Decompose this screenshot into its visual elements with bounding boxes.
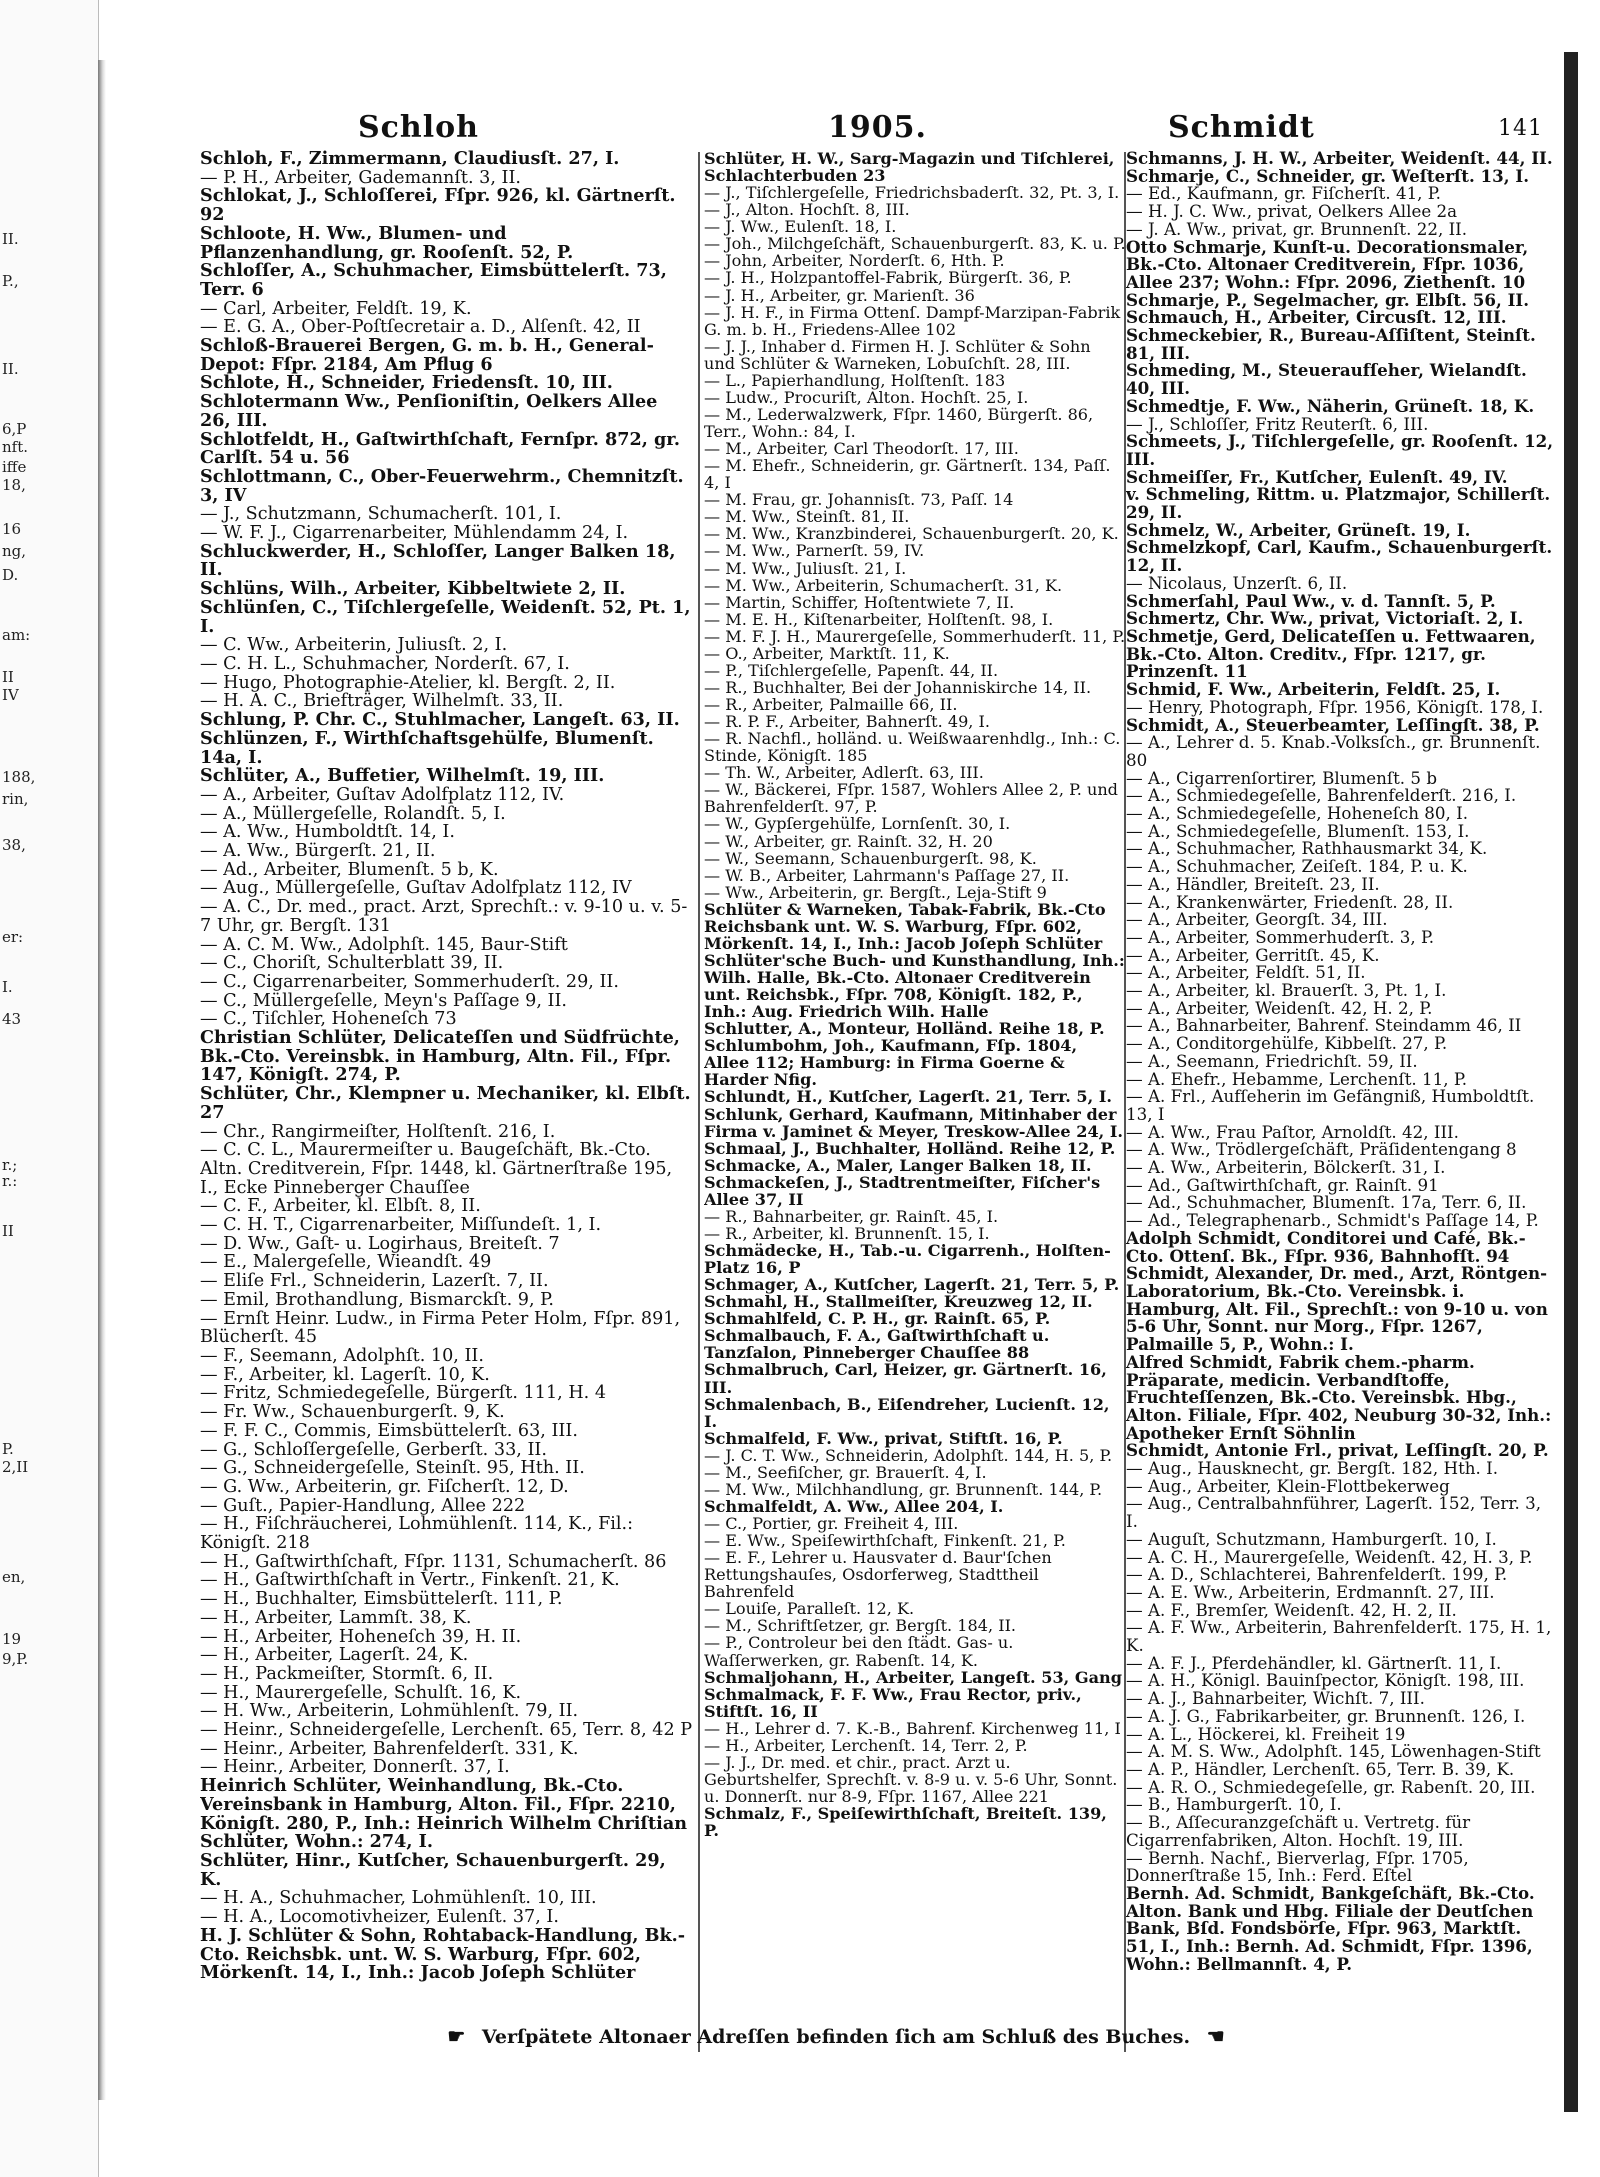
directory-entry: Schlüter'sche Buch- und Kunsthandlung, Inh.: Wilh. Halle, Bk.-Cto. Altonaer Creditverein unt. Reichsbk., Fſpr. 708, Königſt. 182, P., Inh.: Aug. Friedrich Wilh. Halle — [704, 950, 1125, 1022]
directory-entry: — E. F., Lehrer u. Hausvater d. Baur'ſchen Rettungshauſes, Osdorferweg, Stadttheil Bahrenfeld — [704, 1548, 1052, 1602]
page-number: 141 — [1498, 116, 1543, 141]
directory-entry: — D. Ww., Gaſt- u. Logirhaus, Breiteſt. 7 — [200, 1233, 560, 1254]
directory-entry: Schmahlfeld, C. P. H., gr. Rainſt. 65, P. — [704, 1309, 1051, 1329]
directory-entry: — C., Tiſchler, Hoheneſch 73 — [200, 1009, 457, 1030]
directory-entry: — A., Bahnarbeiter, Bahrenf. Steindamm 46, II — [1126, 1015, 1522, 1036]
directory-entry: — A. Ww., Humboldtſt. 14, I. — [200, 822, 455, 843]
directory-entry: — Henry, Photograph, Fſpr. 1956, Königſt. 178, I. — [1126, 696, 1544, 717]
pointing-hand-left-icon: ☚ — [1206, 2024, 1225, 2048]
directory-entry: — A., Seemann, Friedrichſt. 59, II. — [1126, 1050, 1418, 1071]
directory-entry: Schmidt, Alexander, Dr. med., Arzt, Röntgen-Laboratorium, Bk.-Cto. Vereinsbk. i. Hamburg, Alt. Fil., Sprechſt.: von 9-10 u. von 5-6 Uhr, Sonnt. nur Morg., Fſpr. 1267, Palmaille 5, P., Wohn.: I. — [1126, 1263, 1548, 1355]
directory-entry: — Joh., Milchgeſchäft, Schauenburgerſt. 83, K. u. P. — [704, 234, 1126, 254]
directory-entry: — E. Ww., Speiſewirthſchaft, Finkenſt. 21, P. — [704, 1531, 1066, 1551]
directory-entry: — Ad., Schuhmacher, Blumenſt. 17a, Terr. 6, II. — [1126, 1192, 1527, 1213]
directory-entry: — M. Ww., Kranzbinderei, Schauenburgerſt. 20, K. — [704, 524, 1119, 544]
directory-entry: Schloote, H. Ww., Blumen- und Pflanzenhandlung, gr. Rooſenſt. 52, P. — [200, 222, 574, 263]
directory-entry: Schmackeſen, J., Stadtrentmeiſter, Fiſcher's Allee 37, II — [704, 1172, 1101, 1209]
directory-entry: — W. F. J., Cigarrenarbeiter, Mühlendamm 24, I. — [200, 523, 629, 544]
directory-entry: — A. L., Höckerei, kl. Freiheit 19 — [1126, 1723, 1406, 1744]
directory-entry: — Th. W., Arbeiter, Adlerſt. 63, III. — [704, 763, 984, 783]
directory-entry: — R., Buchhalter, Bei der Johanniskirche 14, II. — [704, 677, 1092, 697]
directory-entry: — E., Malergeſelle, Wieandſt. 49 — [200, 1252, 492, 1273]
directory-entry: — G., Schneidergeſelle, Steinſt. 95, Hth. II. — [200, 1458, 585, 1479]
directory-entry: — A. E. Ww., Arbeiterin, Erdmannſt. 27, III. — [1126, 1581, 1495, 1602]
directory-entry: Schmedtje, F. Ww., Näherin, Grüneſt. 18, K. — [1126, 395, 1535, 416]
directory-entry: — H. A., Locomotivheizer, Eulenſt. 37, I. — [200, 1907, 559, 1928]
left-page-fragment: iffe — [2, 458, 27, 476]
directory-entry: — Ad., Gaſtwirthſchaft, gr. Rainſt. 91 — [1126, 1174, 1439, 1195]
directory-entry: — Aug., Centralbahnführer, Lagerſt. 152, Terr. 3, I. — [1126, 1493, 1542, 1532]
directory-entry: — A. Ww., Trödlergeſchäft, Präſidentengang 8 — [1126, 1139, 1517, 1160]
directory-entry: — A. J., Bahnarbeiter, Wichſt. 7, III. — [1126, 1688, 1425, 1709]
header-right-word: Schmidt — [1168, 110, 1315, 145]
left-page-fragment: 38, — [2, 836, 26, 854]
left-page-fragment: II. — [2, 360, 19, 378]
directory-entry: Schlumbohm, Joh., Kaufmann, Fſp. 1804, Allee 112; Hamburg: in Firma Goerne & Harder Nfig. — [704, 1036, 1078, 1090]
directory-entry: — M. Frau, gr. Johannisſt. 73, Paſſ. 14 — [704, 490, 1014, 510]
directory-entry: Adolph Schmidt, Conditorei und Café, Bk.-Cto. Ottenſ. Bk., Fſpr. 936, Bahnhofſt. 94 — [1126, 1227, 1526, 1266]
directory-entry: — R. Nachfl., holländ. u. Weißwaarenhdlg., Inh.: C. Stinde, Königſt. 185 — [704, 729, 1121, 766]
left-page-fragment: 16 — [2, 520, 22, 538]
directory-entry: — P. H., Arbeiter, Gademannſt. 3, II. — [200, 167, 522, 188]
directory-entry: — M. Ww., Arbeiterin, Schumacherſt. 31, K. — [704, 575, 1063, 595]
directory-entry: — P., Tiſchlergeſelle, Papenſt. 44, II. — [704, 660, 999, 680]
directory-entry: — H., Arbeiter, Lagerſt. 24, K. — [200, 1645, 469, 1666]
directory-entry: — Eliſe Frl., Schneiderin, Lazerſt. 7, II. — [200, 1271, 549, 1292]
left-page-fragment: 18, — [2, 476, 26, 494]
directory-entry: — C., Portier, gr. Freiheit 4, III. — [704, 1514, 959, 1533]
left-page-fragment: 188, — [2, 768, 36, 786]
directory-entry: v. Schmeling, Rittm. u. Platzmajor, Schillerſt. 29, II. — [1126, 484, 1551, 523]
directory-entry: — Emil, Brothandlung, Bismarckſt. 9, P. — [200, 1289, 554, 1310]
directory-entry: — M. Ehefr., Schneiderin, gr. Gärtnerſt. 134, Paſſ. 4, I — [704, 456, 1111, 493]
directory-entry: Schmelzkopf, Carl, Kaufm., Schauenburgerſt. 12, II. — [1126, 537, 1553, 576]
directory-entry: — J., Alton. Hochſt. 8, III. — [704, 200, 910, 220]
directory-entry: — R., Bahnarbeiter, gr. Rainſt. 45, I. — [704, 1206, 999, 1226]
directory-entry: — M., Arbeiter, Carl Theodorſt. 17, III. — [704, 439, 1019, 459]
directory-entry: — A. F., Bremſer, Weidenſt. 42, H. 2, II. — [1126, 1599, 1457, 1620]
directory-entry: — A. C. H., Maurergeſelle, Weidenſt. 42, H. 3, P. — [1126, 1546, 1533, 1567]
directory-entry: Schlunk, Gerhard, Kaufmann, Mitinhaber der Firma v. Jaminet & Meyer, Treskow-Allee 24, I. — [704, 1104, 1124, 1141]
directory-entry: Alfred Schmidt, Fabrik chem.-pharm. Präparate, medicin. Verbandſtoffe, Fruchteſſenzen, Bk.-Cto. Vereinsbk. Hbg., Alton. Filiale, Fſpr. 402, Neuburg 30-32, Inh.: Apotheker Ernſt Söhnlin — [1126, 1351, 1552, 1443]
directory-entry: Schmalz, F., Speiſewirthſchaft, Breiteſt. 139, P. — [704, 1804, 1107, 1841]
directory-entry: — A., Arbeiter, Gerritſt. 45, K. — [1126, 944, 1380, 965]
directory-entry: — A. F. Ww., Arbeiterin, Bahrenfelderſt. 175, H. 1, K. — [1126, 1617, 1552, 1656]
directory-entry: Schmeiſſer, Fr., Kutſcher, Eulenſt. 49, IV. — [1126, 466, 1508, 487]
directory-entry: Schmarje, P., Segelmacher, gr. Elbſt. 56, II. — [1126, 289, 1530, 310]
directory-entry: — A., Schmiedegeſelle, Hoheneſch 80, I. — [1126, 803, 1469, 824]
directory-entry: Schlüter, A., Buffetier, Wilhelmſt. 19, III. — [200, 765, 605, 787]
directory-entry: — H., Gaſtwirthſchaft, Fſpr. 1131, Schumacherſt. 86 — [200, 1551, 667, 1572]
directory-entry: — Fritz, Schmiedegeſelle, Bürgerſt. 111, H. 4 — [200, 1383, 607, 1404]
directory-entry: Schmalbruch, Carl, Heizer, gr. Gärtnerſt. 16, III. — [704, 1360, 1107, 1397]
directory-entry: — C. Ww., Arbeiterin, Juliusſt. 2, I. — [200, 635, 508, 656]
directory-entry: Otto Schmarje, Kunſt-u. Decorationsmaler, Bk.-Cto. Altonaer Creditverein, Fſpr. 1036, Allee 237; Wohn.: Fſpr. 2096, Ziethenſt. 10 — [1126, 236, 1529, 292]
directory-entry: Schlottmann, C., Ober-Feuerwehrm., Chemnitzſt. 3, IV — [200, 465, 684, 506]
left-page-fragment: nft. — [2, 438, 29, 456]
directory-entry: — A., Händler, Breiteſt. 23, II. — [1126, 873, 1380, 894]
directory-entry: — Guſt., Papier-Handlung, Allee 222 — [200, 1495, 526, 1516]
directory-entry: — Ludw., Procuriſt, Alton. Hochſt. 25, I. — [704, 387, 1029, 407]
left-page-fragment: ng, — [2, 542, 27, 560]
directory-entry: — J. H., Arbeiter, gr. Marienſt. 36 — [704, 285, 975, 305]
directory-entry: — A., Conditorgehülfe, Kibbelſt. 27, P. — [1126, 1033, 1448, 1054]
directory-entry: — Aug., Arbeiter, Klein-Flottbekerweg — [1126, 1475, 1450, 1496]
directory-entry: — W., Bäckerei, Fſpr. 1587, Wohlers Allee 2, P. und Bahrenfelderſt. 97, P. — [704, 780, 1118, 817]
directory-entry: Schlüter, Hinr., Kutſcher, Schauenburgerſt. 29, K. — [200, 1849, 666, 1890]
directory-entry: Schlüter, Chr., Klempner u. Mechaniker, kl. Elbſt. 27 — [200, 1083, 691, 1123]
left-page-fragment: P. — [2, 1440, 14, 1458]
directory-entry: — H., Lehrer d. 7. K.-B., Bahrenf. Kirchenweg 11, I — [704, 1718, 1121, 1738]
directory-entry: — J. J., Dr. med. et chir., pract. Arzt u. Geburtshelfer, Sprechſt. v. 8-9 u. v. 5-6 Uhr, Sonnt. u. Donnerſt. nur 8-9, Fſpr. 1167, Allee 221 — [704, 1752, 1118, 1806]
directory-entry: Schmalmack, F. F. Ww., Frau Rector, priv., Stiftſt. 16, II — [704, 1684, 1082, 1721]
directory-entry: — A. H., Königl. Bauinſpector, Königſt. 198, III. — [1126, 1670, 1525, 1691]
directory-entry: — Hugo, Photographie-Atelier, kl. Bergſt. 2, II. — [200, 672, 616, 693]
directory-entry: — L., Papierhandlung, Holſtenſt. 183 — [704, 370, 1006, 390]
directory-entry: — J. H., Holzpantoffel-Fabrik, Bürgerſt. 36, P. — [704, 268, 1072, 288]
header-left-word: Schloh — [358, 110, 479, 145]
directory-entry: — A., Schuhmacher, Zeiſeſt. 184, P. u. K. — [1126, 856, 1468, 877]
directory-entry: Schmahl, H., Stallmeiſter, Kreuzweg 12, II. — [704, 1292, 1093, 1312]
directory-entry: Schlotermann Ww., Penſioniſtin, Oelkers Allee 26, III. — [200, 391, 658, 431]
directory-entry: — R., Arbeiter, Palmaille 66, II. — [704, 695, 958, 714]
directory-entry: — A., Arbeiter, Sommerhuderſt. 3, P. — [1126, 926, 1435, 947]
directory-entry: — J. H. F., in Firma Ottenſ. Dampf-Marzipan-Fabrik G. m. b. H., Friedens-Allee 102 — [704, 302, 1121, 339]
directory-entry: Schmeding, M., Steueraufſeher, Wielandſt. 40, III. — [1126, 360, 1527, 399]
directory-entry: — O., Arbeiter, Marktſt. 11, K. — [704, 643, 950, 663]
directory-entry: — A. P., Händler, Lerchenſt. 65, Terr. B. 39, K. — [1126, 1758, 1515, 1779]
left-page-fragment: r.: — [2, 1172, 18, 1190]
left-page-fragment: 43 — [2, 1010, 22, 1028]
book-spine — [98, 60, 106, 2100]
directory-entry: — A. D., Schlachterei, Bahrenfelderſt. 199, P. — [1126, 1564, 1508, 1585]
directory-entry: — A., Müllergeſelle, Rolandſt. 5, I. — [200, 803, 506, 824]
left-page-fragment: 2,II — [2, 1458, 29, 1476]
directory-entry: — Bernh. Nachf., Bierverlag, Fſpr. 1705, Donnerſtraße 15, Inh.: Ferd. Eſtel — [1126, 1847, 1469, 1886]
directory-entry: — C., Müllergeſelle, Meyn's Paſſage 9, II. — [200, 990, 568, 1011]
left-page-fragment: II — [2, 668, 14, 686]
directory-page — [108, 52, 1578, 2112]
directory-entry: Schmädecke, H., Tab.-u. Cigarrenh., Holſten-Platz 16, P — [704, 1241, 1111, 1278]
directory-entry: Schloſſer, A., Schuhmacher, Eimsbüttelerſt. 73, Terr. 6 — [200, 260, 667, 300]
directory-entry: — A. F. J., Pferdehändler, kl. Gärtnerſt. 11, I. — [1126, 1652, 1502, 1673]
directory-entry: — M. F. J. H., Maurergeſelle, Sommerhuderſt. 11, P. — [704, 626, 1126, 646]
directory-entry: — M., Schriftſetzer, gr. Bergſt. 184, II. — [704, 1616, 1017, 1636]
directory-entry: — J. J., Inhaber d. Firmen H. J. Schlüter & Sohn und Schlüter & Warneken, Lobuſchſt. 28, III. — [704, 336, 1091, 373]
left-page-fragment: r.; — [2, 1156, 18, 1174]
directory-entry: — A. Ww., Bürgerſt. 21, II. — [200, 841, 436, 862]
directory-entry: — A., Arbeiter, kl. Brauerſt. 3, Pt. 1, I. — [1126, 980, 1447, 1001]
directory-entry: — Ww., Arbeiterin, gr. Bergſt., Leja-Stift 9 — [704, 882, 1047, 902]
directory-entry: — J., Schloſſer, Fritz Reuterſt. 6, III. — [1126, 413, 1429, 434]
directory-entry: — A., Krankenwärter, Friedenſt. 28, II. — [1126, 891, 1454, 912]
directory-entry: — W., Arbeiter, gr. Rainſt. 32, H. 20 — [704, 831, 993, 851]
directory-entry: — A., Arbeiter, Guſtav Adolfplatz 112, IV. — [200, 784, 565, 805]
directory-entry: Schloß-Brauerei Bergen, G. m. b. H., General-Depot: Fſpr. 2184, Am Pflug 6 — [200, 335, 654, 375]
directory-entry: — C. F., Arbeiter, kl. Elbſt. 8, II. — [200, 1196, 481, 1217]
directory-entry: — H., Packmeiſter, Stormſt. 6, II. — [200, 1663, 494, 1684]
directory-entry: — Auguſt, Schutzmann, Hamburgerſt. 10, I. — [1126, 1528, 1497, 1549]
column-2 — [704, 150, 1126, 2010]
directory-entry: — B., Aſſecuranzgeſchäft u. Vertretg. für Cigarrenfabriken, Alton. Hochſt. 19, III. — [1126, 1812, 1471, 1850]
left-page-fragment: D. — [2, 566, 19, 584]
directory-entry: Schlüter, H. W., Sarg-Magazin und Tiſchlerei, Schlachterbuden 23 — [704, 150, 1115, 186]
directory-entry: Schmaljohann, H., Arbeiter, Langeſt. 53, Gang — [704, 1667, 1122, 1687]
directory-entry: Schmertz, Chr. Ww., privat, Victoriaſt. 2, I. — [1126, 608, 1524, 629]
directory-entry: — H., Arbeiter, Lammſt. 38, K. — [200, 1607, 472, 1628]
directory-entry: — Ad., Arbeiter, Blumenſt. 5 b, K. — [200, 859, 499, 880]
directory-entry: — R., Arbeiter, kl. Brunnenſt. 15, I. — [704, 1223, 990, 1243]
directory-entry: — Aug., Müllergeſelle, Guſtav Adolfplatz 112, IV — [200, 878, 632, 899]
left-page-fragment: II. — [2, 230, 19, 248]
directory-entry: Schlüter & Warneken, Tabak-Fabrik, Bk.-Cto Reichsbank unt. W. S. Warburg, Fſpr. 602, Mörkenſt. 14, I., Inh.: Jacob Joſeph Schlüter — [704, 899, 1106, 953]
directory-entry: — H. J. C. Ww., privat, Oelkers Allee 2a — [1126, 201, 1458, 222]
directory-entry: — G. Ww., Arbeiterin, gr. Fiſcherſt. 12, D. — [200, 1476, 569, 1497]
directory-entry: — A. Ww., Arbeiterin, Bölckerſt. 31, I. — [1126, 1157, 1446, 1178]
directory-entry: — F., Seemann, Adolphſt. 10, II. — [200, 1346, 484, 1366]
header-year: 1905. — [828, 110, 927, 145]
left-page-fragment: II — [2, 1222, 14, 1240]
directory-entry: — A. Ww., Frau Paſtor, Arnoldſt. 42, III. — [1126, 1121, 1459, 1142]
directory-entry: — J. Ww., Eulenſt. 18, I. — [704, 217, 897, 237]
directory-entry: H. J. Schlüter & Sohn, Rohtaback-Handlung, Bk.-Cto. Reichsbk. unt. W. S. Warburg, Fſpr. 602, Mörkenſt. 14, I., Inh.: Jacob Joſeph Schlüter — [200, 1924, 686, 1984]
directory-entry: — C., Choriſt, Schulterblatt 39, II. — [200, 953, 504, 974]
directory-entry: — A. Ehefr., Hebamme, Lerchenſt. 11, P. — [1126, 1068, 1468, 1089]
directory-entry: — A., Arbeiter, Weidenſt. 42, H. 2, P. — [1126, 997, 1433, 1018]
directory-entry: Schlutter, A., Monteur, Holländ. Reihe 18, P. — [704, 1019, 1105, 1039]
directory-entry: — C. H. T., Cigarrenarbeiter, Miſſundeſt. 1, I. — [200, 1215, 602, 1236]
directory-entry: — H. A., Schuhmacher, Lohmühlenſt. 10, III. — [200, 1888, 597, 1909]
footer-text: Verſpätete Altonaer Adreſſen befinden ſich am Schluß des Buches. — [481, 2026, 1191, 2048]
directory-entry: Schmalenbach, B., Eiſendreher, Lucienſt. 12, I. — [704, 1394, 1110, 1431]
directory-entry: — W. B., Arbeiter, Lahrmann's Paſſage 27, II. — [704, 865, 1070, 885]
directory-entry: — C. H. L., Schuhmacher, Norderſt. 67, I. — [200, 653, 570, 674]
directory-entry: — M. Ww., Steinſt. 81, II. — [704, 507, 910, 527]
page-header — [108, 110, 1564, 154]
directory-entry: — C., Cigarrenarbeiter, Sommerhuderſt. 29, II. — [200, 971, 619, 992]
directory-entry: — A., Arbeiter, Georgſt. 34, III. — [1126, 909, 1388, 930]
left-page-fragment: IV — [2, 686, 19, 704]
directory-entry: — Louiſe, Paralleſt. 12, K. — [704, 1599, 915, 1619]
directory-entry: — H. A. C., Briefträger, Wilhelmſt. 33, II. — [200, 691, 564, 712]
directory-entry: Schmalfeldt, A. Ww., Allee 204, I. — [704, 1496, 1004, 1516]
directory-entry: — Nicolaus, Unzerſt. 6, II. — [1126, 572, 1348, 593]
directory-entry: — H., Arbeiter, Hoheneſch 39, H. II. — [200, 1626, 522, 1647]
directory-entry: — J. C. T. Ww., Schneiderin, Adolphſt. 144, H. 5, P. — [704, 1445, 1113, 1465]
directory-entry: — A. J. G., Fabrikarbeiter, gr. Brunnenſt. 126, I. — [1126, 1705, 1526, 1726]
footer-note — [108, 2024, 1564, 2048]
directory-entry: — A., Cigarrenſortirer, Blumenſt. 5 b — [1126, 767, 1438, 788]
directory-entry: — Martin, Schiffer, Hoſtentwiete 7, II. — [704, 592, 1015, 612]
directory-entry: Schmerſahl, Paul Ww., v. d. Tannſt. 5, P. — [1126, 590, 1496, 611]
directory-entry: — H., Gaſtwirthſchaft in Vertr., Finkenſt. 21, K. — [200, 1570, 620, 1591]
directory-entry: Schmetje, Gerd, Delicateſſen u. Fettwaaren, Bk.-Cto. Alton. Creditv., Fſpr. 1217, gr. Prinzenſt. 11 — [1126, 625, 1536, 682]
directory-entry: — J., Tiſchlergeſelle, Friedrichsbaderſt. 32, Pt. 3, I. — [704, 183, 1120, 203]
directory-entry: Schmeets, J., Tiſchlergeſelle, gr. Rooſenſt. 12, III. — [1126, 431, 1554, 469]
directory-entry: Schmanns, J. H. W., Arbeiter, Weidenſt. 44, II. — [1126, 150, 1553, 168]
directory-entry: Schmalfeld, F. Ww., privat, Stiftſt. 16, P. — [704, 1428, 1063, 1448]
directory-entry: Schmid, F. Ww., Arbeiterin, Feldſt. 25, I. — [1126, 679, 1501, 700]
directory-entry: Schmidt, Antonie Frl., privat, Leſſingſt. 20, P. — [1126, 1440, 1549, 1461]
pointing-hand-right-icon: ☛ — [447, 2024, 466, 2048]
directory-entry: — M., Seefiſcher, gr. Brauerſt. 4, I. — [704, 1462, 987, 1482]
directory-entry: — Ad., Telegraphenarb., Schmidt's Paſſage 14, P. — [1126, 1210, 1539, 1231]
directory-entry: — John, Arbeiter, Norderſt. 6, Hth. P. — [704, 251, 1005, 271]
directory-entry: — M. Ww., Juliusſt. 21, I. — [704, 558, 907, 578]
directory-entry: Bernh. Ad. Schmidt, Bankgeſchäft, Bk.-Cto. Alton. Bank und Hbg. Filiale der Deutſchen Bank, Bſd. Fondsbörſe, Fſpr. 963, Marktſt. 51, I., Inh.: Bernh. Ad. Schmidt, Fſpr. 1396, Wohn.: Bellmannſt. 4, P. — [1126, 1882, 1535, 1974]
directory-entry: — G., Schloſſergeſelle, Gerberſt. 33, II. — [200, 1439, 547, 1460]
directory-entry: — B., Hamburgerſt. 10, I. — [1126, 1794, 1342, 1815]
directory-entry: Schloh, F., Zimmermann, Claudiusſt. 27, I. — [200, 150, 620, 169]
directory-entry: — A. M. S. Ww., Adolphſt. 145, Löwenhagen-Stift — [1126, 1741, 1541, 1762]
directory-entry: — A., Arbeiter, Feldſt. 51, II. — [1126, 962, 1366, 983]
directory-entry: — A., Schmiedegeſelle, Bahrenfelderſt. 216, I. — [1126, 785, 1517, 806]
directory-entry: — M. E. H., Kiſtenarbeiter, Holſtenſt. 98, I. — [704, 609, 1054, 629]
directory-entry: — A., Schmiedegeſelle, Blumenſt. 153, I. — [1126, 820, 1470, 841]
left-page-fragment: I. — [2, 978, 13, 996]
directory-entry: — Heinr., Arbeiter, Bahrenfelderſt. 331, K. — [200, 1738, 579, 1759]
directory-entry: Schluckwerder, H., Schloſſer, Langer Balken 18, II. — [200, 540, 676, 581]
directory-entry: — H., Fiſchräucherei, Lohmühlenſt. 114, K., Fil.: Königſt. 218 — [200, 1514, 634, 1554]
directory-entry: — Ernſt Heinr. Ludw., in Firma Peter Holm, Fſpr. 891, Blücherſt. 45 — [200, 1308, 681, 1348]
column-divider — [698, 152, 700, 2052]
directory-entry: Heinrich Schlüter, Weinhandlung, Bk.-Cto. Vereinsbank in Hamburg, Alton. Fil., Fſpr. 2210, Königſt. 280, P., Inh.: Heinrich Wilhelm Chriſtian Schlüter, Wohn.: 274, I. — [200, 1775, 688, 1853]
directory-entry: Schlundt, H., Kutſcher, Lagerſt. 21, Terr. 5, I. — [704, 1087, 1112, 1107]
directory-entry: — C. C. L., Maurermeiſter u. Baugeſchäft, Bk.-Cto. Altn. Creditverein, Fſpr. 1448, kl. Gärtnerſtraße 195, I., Ecke Pinneberger Chauſſee — [200, 1140, 673, 1198]
directory-entry: — W., Seemann, Schauenburgerſt. 98, K. — [704, 848, 1037, 868]
directory-entry: Schlote, H., Schneider, Friedensſt. 10, III. — [200, 372, 613, 394]
directory-entry: — Ed., Kaufmann, gr. Fiſcherſt. 41, P. — [1126, 183, 1441, 204]
column-3 — [1126, 150, 1554, 2010]
directory-entry: Schlüns, Wilh., Arbeiter, Kibbeltwiete 2, II. — [200, 578, 626, 600]
directory-entry: — A., Lehrer d. 5. Knab.-Volksſch., gr. Brunnenſt. 80 — [1126, 732, 1541, 770]
directory-entry: Schmelz, W., Arbeiter, Grüneſt. 19, I. — [1126, 519, 1471, 540]
directory-entry: — W., Gypſergehülfe, Lornſenſt. 30, I. — [704, 814, 1011, 834]
directory-entry: Schlokat, J., Schloſſerei, Fſpr. 926, kl. Gärtnerſt. 92 — [200, 185, 676, 226]
directory-entry: — H., Arbeiter, Lerchenſt. 14, Terr. 2, P. — [704, 1735, 1028, 1755]
directory-entry: Schmacke, A., Maler, Langer Balken 18, II. — [704, 1155, 1092, 1175]
directory-entry: — Heinr., Schneidergeſelle, Lerchenſt. 65, Terr. 8, 42 P — [200, 1720, 692, 1741]
directory-entry: — J., Schutzmann, Schumacherſt. 101, I. — [200, 504, 562, 525]
directory-entry: — F. F. C., Commis, Eimsbüttelerſt. 63, III. — [200, 1420, 578, 1441]
column-1 — [200, 150, 692, 2010]
left-page-fragment: rin, — [2, 790, 29, 808]
directory-entry: Schmarje, C., Schneider, gr. Weſterſt. 13, I. — [1126, 165, 1530, 186]
directory-entry: — H. Ww., Arbeiterin, Lohmühlenſt. 79, II. — [200, 1701, 579, 1722]
directory-entry: Schmauch, H., Arbeiter, Circusſt. 12, III. — [1126, 307, 1507, 328]
directory-entry: Schmaal, J., Buchhalter, Holländ. Reihe 12, P. — [704, 1138, 1116, 1158]
left-page-fragment: en, — [2, 1568, 26, 1586]
directory-entry: Christian Schlüter, Delicateſſen und Südfrüchte, Bk.-Cto. Vereinsbk. in Hamburg, Altn. Fil., Fſpr. 147, Königſt. 274, P. — [200, 1027, 680, 1086]
directory-entry: — R. P. F., Arbeiter, Bahnerſt. 49, I. — [704, 712, 991, 732]
directory-entry: — Heinr., Arbeiter, Donnerſt. 37, I. — [200, 1757, 510, 1778]
left-page-fragment: 9,P. — [2, 1650, 29, 1668]
directory-entry: — A. R. O., Schmiedegeſelle, gr. Rabenſt. 20, III. — [1126, 1776, 1536, 1797]
directory-entry: — A. C. M. Ww., Adolphſt. 145, Baur-Stift — [200, 934, 568, 955]
left-page-edge — [0, 0, 99, 2177]
directory-entry: Schmeckebier, R., Bureau-Aſſiſtent, Steinſt. 81, III. — [1126, 325, 1536, 363]
directory-entry: — Carl, Arbeiter, Feldſt. 19, K. — [200, 298, 472, 319]
left-page-fragment: am: — [2, 626, 31, 644]
directory-entry: — M. Ww., Parnerſt. 59, IV. — [704, 541, 925, 561]
directory-entry: Schlotfeldt, H., Gaſtwirthſchaft, Fernſpr. 872, gr. Carlſt. 54 u. 56 — [200, 428, 681, 469]
directory-entry: — J. A. Ww., privat, gr. Brunnenſt. 22, II. — [1126, 218, 1468, 239]
directory-entry: — H., Buchhalter, Eimsbüttelerſt. 111, P. — [200, 1589, 563, 1610]
directory-entry: Schlünzen, F., Wirthſchaftsgehülfe, Blumenſt. 14a, I. — [200, 727, 654, 768]
directory-entry: Schmager, A., Kutſcher, Lagerſt. 21, Terr. 5, P. — [704, 1275, 1120, 1295]
directory-entry: — P., Controleur bei den ſtädt. Gas- u. Waſſerwerken, gr. Rabenſt. 14, K. — [704, 1633, 1014, 1670]
directory-entry: — A. C., Dr. med., pract. Arzt, Sprechſt.: v. 9-10 u. v. 5-7 Uhr, gr. Bergſt. 131 — [200, 897, 688, 936]
directory-entry: — Fr. Ww., Schauenburgerſt. 9, K. — [200, 1402, 505, 1423]
directory-entry: — M., Lederwalzwerk, Fſpr. 1460, Bürgerſt. 86, Terr., Wohn.: 84, I. — [704, 404, 1094, 441]
directory-entry: — H., Maurergeſelle, Schulſt. 16, K. — [200, 1682, 522, 1703]
directory-entry: — Aug., Hausknecht, gr. Bergſt. 182, Hth. I. — [1126, 1458, 1499, 1479]
left-page-fragment: P., — [2, 272, 19, 290]
directory-entry: — E. G. A., Ober-Poſtſecretair a. D., Alſenſt. 42, II — [200, 317, 641, 338]
left-page-fragment: er: — [2, 928, 24, 946]
directory-entry: — Chr., Rangirmeiſter, Holſtenſt. 216, I. — [200, 1121, 556, 1142]
directory-entry: — M. Ww., Milchhandlung, gr. Brunnenſt. 144, P. — [704, 1479, 1103, 1499]
directory-entry: Schlünſen, C., Tiſchlergeſelle, Weidenſt. 52, Pt. 1, I. — [200, 596, 691, 637]
directory-entry: Schlung, P. Chr. C., Stuhlmacher, Langeſt. 63, II. — [200, 709, 680, 731]
directory-entry: — F., Arbeiter, kl. Lagerſt. 10, K. — [200, 1364, 490, 1385]
directory-entry: Schmidt, A., Steuerbeamter, Leſſingſt. 38, P. — [1126, 714, 1540, 735]
directory-entry: — A. Frl., Aufſeherin im Gefängniß, Humboldtſt. 13, I — [1126, 1086, 1535, 1124]
directory-entry: — A., Schuhmacher, Rathhausmarkt 34, K. — [1126, 838, 1488, 859]
directory-entry: Schmalbauch, F. A., Gaſtwirthſchaft u. Tanzſalon, Pinneberger Chauſſee 88 — [704, 1326, 1050, 1363]
left-page-fragment: 6,P — [2, 420, 27, 438]
left-page-fragment: 19 — [2, 1630, 22, 1648]
